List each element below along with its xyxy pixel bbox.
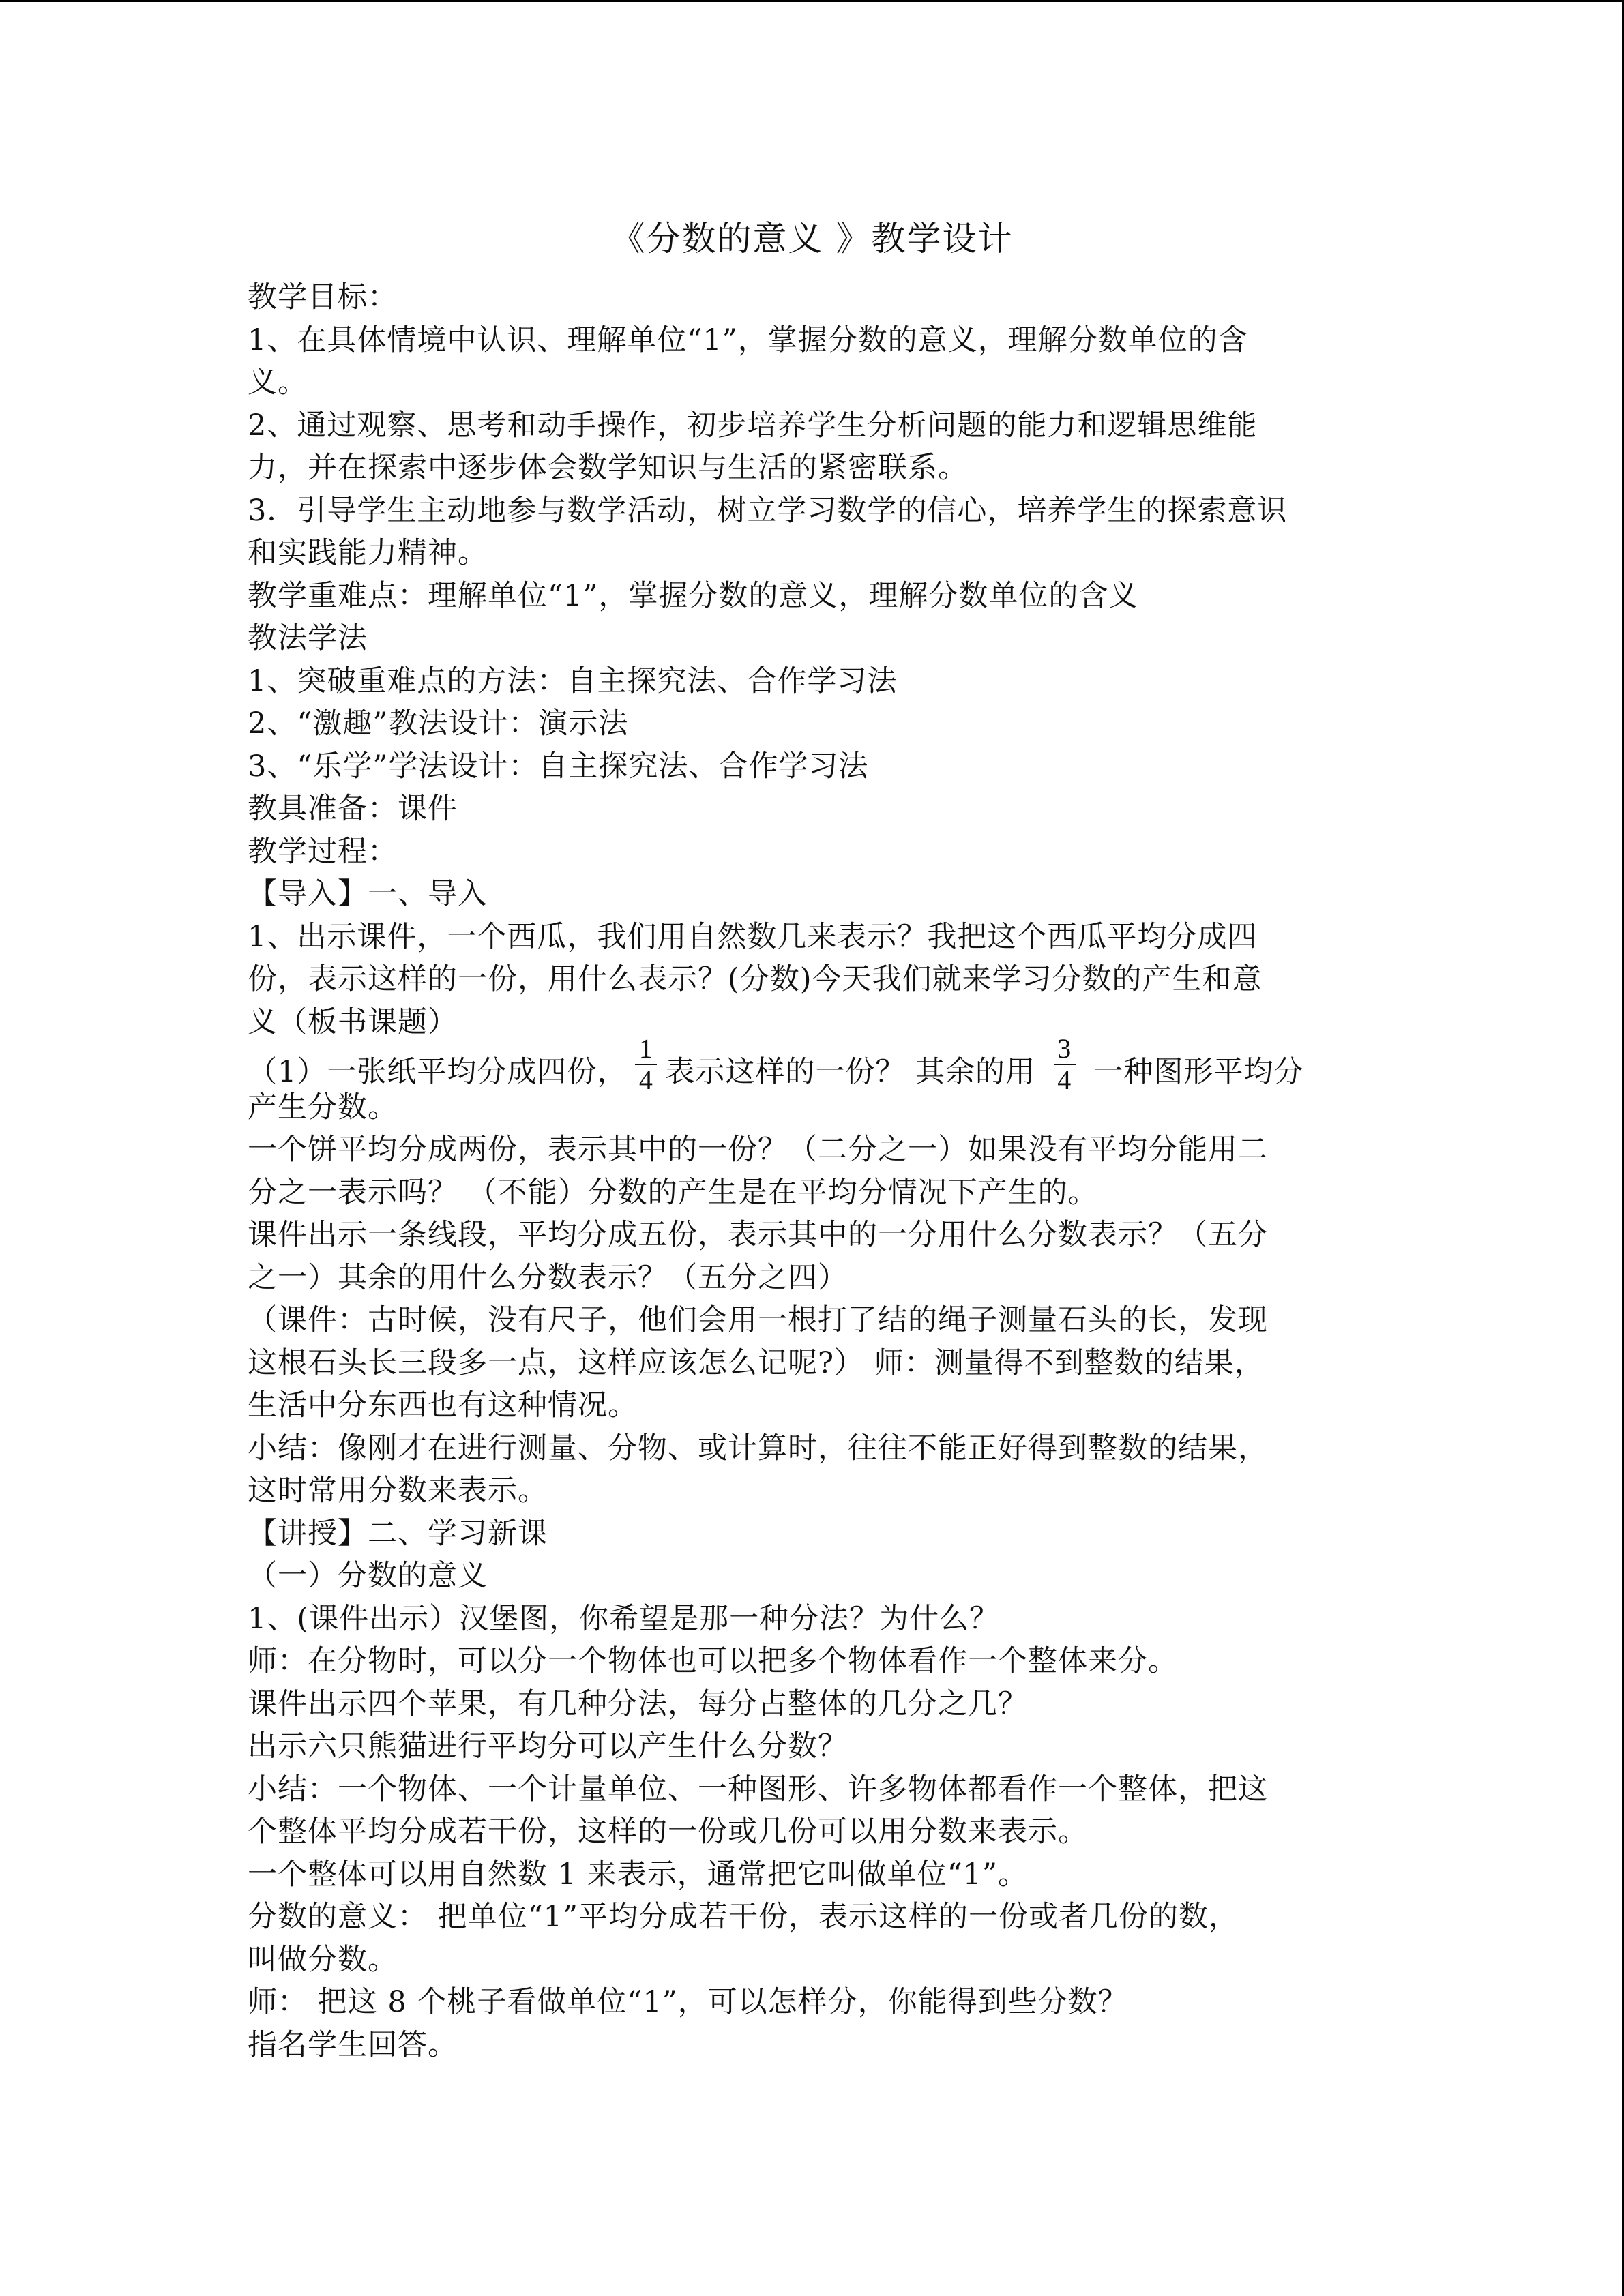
section-new-lesson-heading: 【讲授】二、学习新课 — [248, 1516, 548, 1551]
heading-teaching-methods: 教法学法 — [248, 621, 368, 655]
goal-3-line-1: 3．引导学生主动地参与数学活动，树立学习数学的信心，培养学生的探索意识 — [248, 493, 1288, 528]
apples-question: 课件出示四个苹果，有几种分法，每分占整体的几分之几？ — [248, 1686, 1028, 1721]
paper-fraction-text-2: 表示这样的一份？ 其余的用 — [665, 1055, 1046, 1089]
paper-fraction-line — [248, 1033, 1380, 1095]
intro-paragraph-line-1: 1、出示课件，一个西瓜，我们用自然数几来表示？我把这个西瓜平均分成四 — [248, 919, 1258, 954]
hamburger-question: 1、(课件出示）汉堡图，你希望是那一种分法？为什么？ — [248, 1601, 1000, 1636]
intro-paragraph-line-3: 义（板书课题） — [248, 1004, 458, 1039]
fraction-one-quarter — [634, 1034, 658, 1095]
method-2: 2、“激趣”教法设计：演示法 — [248, 706, 629, 741]
method-1: 1、突破重难点的方法：自主探究法、合作学习法 — [248, 664, 898, 698]
fraction-three-quarters — [1052, 1034, 1077, 1095]
heading-teaching-goals: 教学目标： — [248, 280, 398, 314]
rope-paragraph-line-3: 生活中分东西也有这种情况。 — [248, 1388, 638, 1422]
method-3: 3、“乐学”学法设计：自主探究法、合作学习法 — [248, 749, 869, 784]
heading-teaching-process: 教学过程： — [248, 834, 398, 869]
paper-fraction-line-2: 产生分数。 — [248, 1090, 398, 1124]
segment-paragraph-line-1: 课件出示一条线段，平均分成五份，表示其中的一分用什么分数表示？（五分 — [248, 1218, 1268, 1252]
fraction-one-quarter-numerator: 1 — [638, 1033, 653, 1064]
key-difficult-points: 教学重难点：理解单位“1”，掌握分数的意义，理解分数单位的含义 — [248, 578, 1139, 613]
teacher-remark-1: 师：在分物时，可以分一个物体也可以把多个物体看作一个整体来分。 — [248, 1644, 1178, 1678]
fraction-meaning-line-2: 叫做分数。 — [248, 1942, 398, 1977]
subsection-meaning-heading: （一）分数的意义 — [248, 1559, 488, 1593]
fraction-meaning-line-1: 分数的意义： 把单位“1”平均分成若干份，表示这样的一份或者几份的数， — [248, 1900, 1239, 1934]
fraction-three-quarters-denominator: 4 — [1057, 1064, 1072, 1095]
top-border-line — [0, 0, 1624, 2]
pancake-paragraph-line-2: 分之一表示吗？ （不能）分数的产生是在平均分情况下产生的。 — [248, 1175, 1098, 1210]
rope-paragraph-line-2: 这根石头长三段多一点，这样应该怎么记呢?） 师：测量得不到整数的结果， — [248, 1345, 1265, 1380]
goal-1-line-2: 义。 — [248, 366, 308, 400]
summary-1-line-2: 这时常用分数来表示。 — [248, 1474, 548, 1508]
students-answer: 指名学生回答。 — [248, 2027, 458, 2062]
fraction-three-quarters-numerator: 3 — [1057, 1033, 1072, 1064]
summary-1-line-1: 小结：像刚才在进行测量、分物、或计算时，往往不能正好得到整数的结果， — [248, 1431, 1268, 1465]
section-introduction-heading: 【导入】一、导入 — [248, 877, 488, 911]
intro-paragraph-line-2: 份，表示这样的一份，用什么表示？(分数)今天我们就来学习分数的产生和意 — [248, 962, 1263, 996]
document-body — [248, 276, 1380, 2066]
segment-paragraph-line-2: 之一）其余的用什么分数表示？（五分之四） — [248, 1260, 848, 1295]
pandas-question: 出示六只熊猫进行平均分可以产生什么分数？ — [248, 1729, 848, 1763]
paper-fraction-text-1: （1）一张纸平均分成四份， — [248, 1055, 628, 1089]
page-title: 《分数的意义 》教学设计 — [610, 219, 1014, 258]
teaching-aids: 教具准备：课件 — [248, 792, 458, 826]
goal-2-line-2: 力，并在探索中逐步体会数学知识与生活的紧密联系。 — [248, 451, 968, 485]
rope-paragraph-line-1: （课件：古时候，没有尺子，他们会用一根打了结的绳子测量石头的长，发现 — [248, 1303, 1268, 1337]
summary-2-line-1: 小结：一个物体、一个计量单位、一种图形、许多物体都看作一个整体，把这 — [248, 1772, 1268, 1806]
fraction-one-quarter-denominator: 4 — [638, 1064, 653, 1095]
peaches-question: 师： 把这 8 个桃子看做单位“1”，可以怎样分，你能得到些分数？ — [248, 1985, 1128, 2019]
goal-1-line-1: 1、在具体情境中认识、理解单位“1”，掌握分数的意义，理解分数单位的含 — [248, 323, 1248, 357]
pancake-paragraph-line-1: 一个饼平均分成两份，表示其中的一份？（二分之一）如果没有平均分能用二 — [248, 1133, 1268, 1167]
summary-2-line-2: 个整体平均分成若干份，这样的一份或几份可以用分数来表示。 — [248, 1815, 1088, 1849]
paper-fraction-text-3: 一种图形平均分 — [1083, 1055, 1304, 1089]
unit-one-definition: 一个整体可以用自然数 1 来表示，通常把它叫做单位“1”。 — [248, 1857, 1029, 1892]
goal-2-line-1: 2、通过观察、思考和动手操作，初步培养学生分析问题的能力和逻辑思维能 — [248, 408, 1258, 443]
goal-3-line-2: 和实践能力精神。 — [248, 536, 488, 570]
